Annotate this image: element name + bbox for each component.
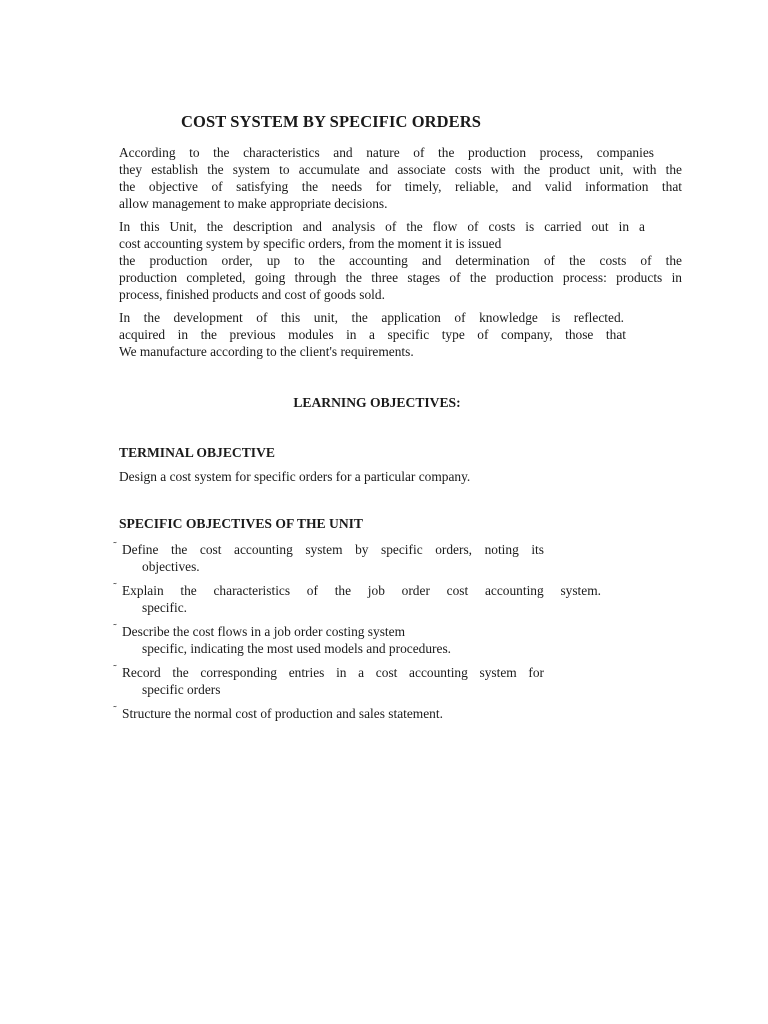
paragraph-line: acquired in the previous modules in a specific type of company, those that <box>119 326 626 342</box>
objective-text: Structure the normal cost of production and sales statement. <box>122 706 443 721</box>
paragraph-line: According to the characteristics and nature of the production process, companies <box>119 145 654 160</box>
objective-item-1 <box>113 541 544 575</box>
paragraph-line: the objective of satisfying the needs for timely, reliable, and valid information that <box>119 178 682 194</box>
intro-paragraph-3 <box>119 310 682 361</box>
paragraph-line: cost accounting system by specific orders, from the moment it is issued <box>119 235 502 251</box>
objective-text-continued: specific. <box>142 600 187 615</box>
objective-text: Record the corresponding entries in a cost accounting system for <box>122 665 544 680</box>
bullet-marker: ˜ <box>113 704 117 716</box>
objective-item-5 <box>113 705 513 722</box>
paragraph-line: In this Unit, the description and analysis of the flow of costs is carried out in a <box>119 219 645 234</box>
paragraph-line: production completed, going through the three stages of the production process: products in <box>119 269 682 285</box>
objective-text-continued: specific, indicating the most used models and procedures. <box>142 641 452 656</box>
objective-item-2 <box>113 582 601 616</box>
document-title: COST SYSTEM BY SPECIFIC ORDERS <box>181 112 482 131</box>
learning-objectives-heading: LEARNING OBJECTIVES: <box>293 395 461 410</box>
bullet-marker: ˜ <box>113 540 117 552</box>
intro-paragraph-1 <box>119 145 682 213</box>
specific-objectives-heading: SPECIFIC OBJECTIVES OF THE UNIT <box>119 516 363 531</box>
paragraph-line: they establish the system to accumulate and associate costs with the product unit, with the <box>119 161 682 177</box>
intro-paragraph-2 <box>119 219 682 304</box>
objective-text: Define the cost accounting system by specific orders, noting its <box>122 542 544 557</box>
objective-text-continued: specific orders <box>142 682 221 697</box>
paragraph-line: the production order, up to the accounting and determination of the costs of the <box>119 252 682 268</box>
objective-item-4 <box>113 664 544 698</box>
objective-text: Explain the characteristics of the job order cost accounting system. <box>122 583 601 598</box>
objective-text: Describe the cost flows in a job order costing system <box>122 624 406 639</box>
terminal-objective-text: Design a cost system for specific orders for a particular company. <box>119 469 471 484</box>
paragraph-line: In the development of this unit, the application of knowledge is reflected. <box>119 310 624 325</box>
bullet-marker: ˜ <box>113 622 117 634</box>
paragraph-line: We manufacture according to the client's requirements. <box>119 343 414 359</box>
bullet-marker: ˜ <box>113 663 117 675</box>
terminal-objective-heading: TERMINAL OBJECTIVE <box>119 445 275 460</box>
objective-item-3 <box>113 623 493 657</box>
objective-text-continued: objectives. <box>142 559 200 574</box>
paragraph-line: process, finished products and cost of goods sold. <box>119 286 385 302</box>
paragraph-line: allow management to make appropriate decisions. <box>119 195 388 211</box>
bullet-marker: ˜ <box>113 581 117 593</box>
